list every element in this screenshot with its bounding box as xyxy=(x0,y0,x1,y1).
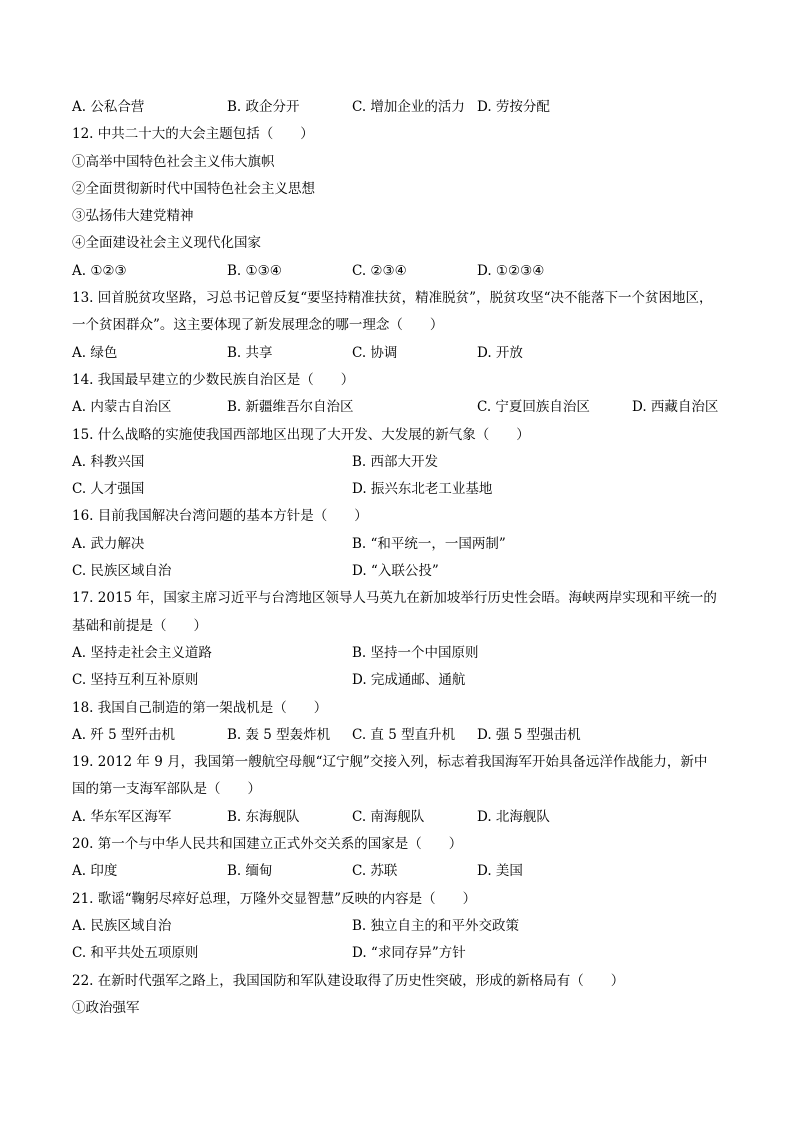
q22-stem: 22. 在新时代强军之路上，我国国防和军队建设取得了历史性突破，形成的新格局有（ ） xyxy=(72,972,625,989)
q12-item-4: ④全面建设社会主义现代化国家 xyxy=(72,235,261,252)
q15-option-c: C. 人才强国 xyxy=(72,481,145,498)
q16-option-a: A. 武力解决 xyxy=(72,535,145,552)
q14-options xyxy=(72,394,732,421)
q16-option-d: D. “入联公投” xyxy=(352,563,439,580)
q17-option-d: D. 完成通邮、通航 xyxy=(352,672,466,689)
q17-options-row1 xyxy=(72,640,732,667)
q21-option-a: A. 民族区域自治 xyxy=(72,917,172,934)
q14-option-b: B. 新疆维吾尔自治区 xyxy=(227,399,354,416)
q18-option-c: C. 直 5 型直升机 xyxy=(352,726,456,743)
q13-option-b: B. 共享 xyxy=(227,344,273,361)
q14-option-d: D. 西藏自治区 xyxy=(632,399,719,416)
q21-options-row2 xyxy=(72,940,732,967)
q12-item-1: ①高举中国特色社会主义伟大旗帜 xyxy=(72,153,275,170)
q17-options-row2 xyxy=(72,667,732,694)
q12-stem: 12. 中共二十大的大会主题包括（ ） xyxy=(72,126,314,143)
q15-option-a: A. 科教兴国 xyxy=(72,453,145,470)
q17-stem-line2: 基础和前提是（ ） xyxy=(72,617,207,634)
q12-option-c: C. ②③④ xyxy=(352,262,407,279)
q16-options-row1 xyxy=(72,531,732,558)
q19-option-c: C. 南海舰队 xyxy=(352,808,425,825)
q15-options-row1 xyxy=(72,449,732,476)
q14-option-c: C. 宁夏回族自治区 xyxy=(477,399,590,416)
q19-option-d: D. 北海舰队 xyxy=(477,808,550,825)
q12-option-d: D. ①②③④ xyxy=(477,262,545,279)
q16-option-c: C. 民族区域自治 xyxy=(72,563,172,580)
q18-option-b: B. 轰 5 型轰炸机 xyxy=(227,726,331,743)
q19-stem-line1: 19. 2012 年 9 月，我国第一艘航空母舰“辽宁舰”交接入列，标志着我国海军开始具备远洋作战能力，新中 xyxy=(72,754,708,771)
q17-option-a: A. 坚持走社会主义道路 xyxy=(72,644,212,661)
q13-stem-line1: 13. 回首脱贫攻坚路，习总书记曾反复“要坚持精准扶贫，精准脱贫”，脱贫攻坚“决不能落下一个贫困地区， xyxy=(72,290,713,307)
q12-options xyxy=(72,258,732,285)
q12-option-b: B. ①③④ xyxy=(227,262,282,279)
q11-option-a: A. 公私合营 xyxy=(72,99,145,115)
q12-item-3: ③弘扬伟大建党精神 xyxy=(72,208,194,225)
q15-option-b: B. 西部大开发 xyxy=(352,453,439,470)
q20-option-b: B. 缅甸 xyxy=(227,863,273,880)
q14-option-a: A. 内蒙古自治区 xyxy=(72,399,172,416)
q16-options-row2 xyxy=(72,558,732,585)
q19-stem-line2: 国的第一支海军部队是（ ） xyxy=(72,781,261,798)
q17-option-b: B. 坚持一个中国原则 xyxy=(352,644,479,661)
q17-option-c: C. 坚持互利互补原则 xyxy=(72,672,199,689)
q13-stem-line2: 一个贫困群众”。这主要体现了新发展理念的哪一理念（ ） xyxy=(72,317,444,334)
q21-option-c: C. 和平共处五项原则 xyxy=(72,945,199,962)
q21-option-d: D. “求同存异”方针 xyxy=(352,945,466,962)
q19-option-b: B. 东海舰队 xyxy=(227,808,300,825)
q11-options xyxy=(72,94,732,121)
q13-options xyxy=(72,340,732,367)
q20-option-a: A. 印度 xyxy=(72,863,118,880)
q20-options xyxy=(72,858,732,885)
q18-option-a: A. 歼 5 型歼击机 xyxy=(72,726,176,743)
q16-option-b: B. “和平统一，一国两制” xyxy=(352,535,506,552)
q17-stem-line1: 17. 2015 年，国家主席习近平与台湾地区领导人马英九在新加坡举行历史性会晤。海峡两岸实现和平统一的 xyxy=(72,590,717,607)
q19-options xyxy=(72,804,732,831)
q13-option-c: C. 协调 xyxy=(352,344,398,361)
q16-stem: 16. 目前我国解决台湾问题的基本方针是（ ） xyxy=(72,508,368,525)
q21-options-row1 xyxy=(72,913,732,940)
q20-option-c: C. 苏联 xyxy=(352,863,398,880)
q21-stem: 21. 歌谣“鞠躬尽瘁好总理，万隆外交显智慧”反映的内容是（ ） xyxy=(72,890,477,907)
q14-stem: 14. 我国最早建立的少数民族自治区是（ ） xyxy=(72,371,355,388)
q19-option-a: A. 华东军区海军 xyxy=(72,808,172,825)
q18-options xyxy=(72,722,732,749)
q22-item-1: ①政治强军 xyxy=(72,999,140,1016)
q12-item-2: ②全面贯彻新时代中国特色社会主义思想 xyxy=(72,180,315,197)
q13-option-d: D. 开放 xyxy=(477,344,523,361)
q18-stem: 18. 我国自己制造的第一架战机是（ ） xyxy=(72,699,328,716)
q13-option-a: A. 绿色 xyxy=(72,344,118,361)
q11-option-b: B. 政企分开 xyxy=(227,99,300,115)
q15-stem: 15. 什么战略的实施使我国西部地区出现了大开发、大发展的新气象（ ） xyxy=(72,426,530,443)
q11-option-d: D. 劳按分配 xyxy=(477,99,550,115)
q12-option-a: A. ①②③ xyxy=(72,262,127,279)
q11-option-c: C. 增加企业的活力 xyxy=(352,99,465,115)
q18-option-d: D. 强 5 型强击机 xyxy=(477,726,581,743)
q20-option-d: D. 美国 xyxy=(477,863,523,880)
q21-option-b: B. 独立自主的和平外交政策 xyxy=(352,917,520,934)
q15-option-d: D. 振兴东北老工业基地 xyxy=(352,481,493,498)
q15-options-row2 xyxy=(72,476,732,503)
q20-stem: 20. 第一个与中华人民共和国建立正式外交关系的国家是（ ） xyxy=(72,836,463,853)
document-page xyxy=(72,94,732,1022)
